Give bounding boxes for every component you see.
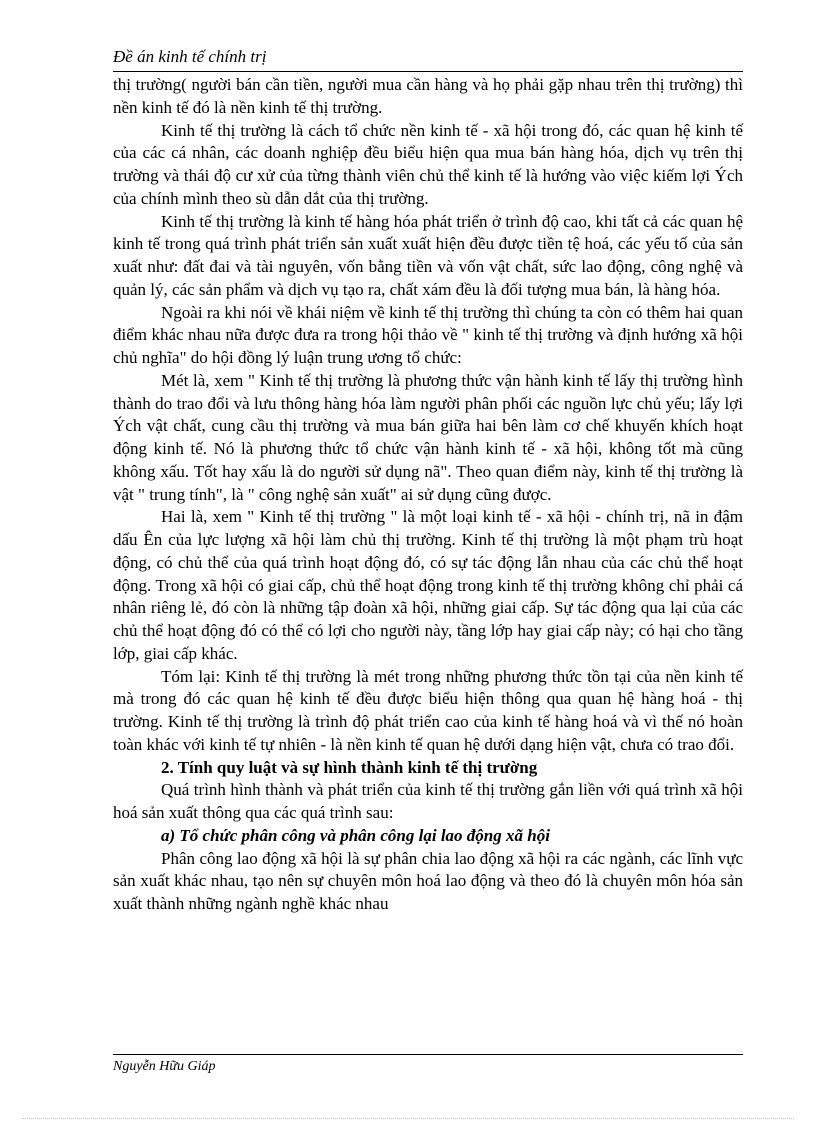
paragraph: Hai là, xem " Kinh tế thị trường " là một loại kinh tế - xã hội - chính trị, nã in đậm dấu Ên của lực lượng xã hội làm chủ thị trường. Kinh tế thị trường là một phạm trù hoạt động, có chủ thể của quá trình hoạt động đó, có sự tác động lẫn nhau của các chủ thể hoạt động. Trong xã hội có giai cấp, chủ thể hoạt động trong kinh tế thị trường không chỉ phải cá nhân riêng lẻ, đó còn là những tập đoàn xã hội, những giai cấp. Sự tác động qua lại của các chủ thể hoạt động đó có thể có lợi cho người này, tầng lớp hay giai cấp này; có hại cho tầng lớp, giai cấp khác. xyxy=(113,507,743,663)
paragraph: Quá trình hình thành và phát triển của kinh tế thị trường gắn liền với quá trình xã hội hoá sản xuất thông qua các quá trình sau: xyxy=(113,780,743,822)
page-header xyxy=(113,46,743,68)
paragraph: Mét là, xem " Kinh tế thị trường là phương thức vận hành kinh tế lấy thị trường hình thành do trao đổi và lưu thông hàng hóa làm người phân phối các nguồn lực chủ yếu; lấy lợi Ých vật chất, cung cầu thị trường và mua bán giữa hai bên làm cơ chế khuyến khích hoạt động kinh tế. Nó là phương thức tổ chức vận hành kinh tế - xã hội, không tốt mà cũng không xấu. Tốt hay xấu là do người sử dụng nã". Theo quan điểm này, kinh tế thị trường là vật " trung tính", là " công nghệ sản xuất" ai sử dụng cũng được. xyxy=(113,370,743,504)
paragraph: thị trường( người bán cần tiền, người mua cần hàng và họ phải gặp nhau trên thị trường) thì nền kinh tế đó là nền kinh tế thị trường. xyxy=(113,75,743,117)
document-body xyxy=(113,74,743,916)
paragraph: Kinh tế thị trường là kinh tế hàng hóa phát triển ở trình độ cao, khi tất cả các quan hệ kinh tế trong quá trình phát triển sản xuất xuất hiện đều được tiền tệ hoá, các yếu tố của sản xuất như: đất đai và tài nguyên, vốn bằng tiền và vốn vật chất, sức lao động, công nghệ và quản lý, các sản phẩm và dịch vụ tạo ra, chất xám đều là đối tượng mua bán, là hàng hóa. xyxy=(113,211,743,299)
page-bottom-edge xyxy=(22,1118,794,1119)
subsection-heading: a) Tổ chức phân công và phân công lại lao động xã hội xyxy=(161,825,550,845)
paragraph: Phân công lao động xã hội là sự phân chia lao động xã hội ra các ngành, các lĩnh vực sản xuất khác nhau, tạo nên sự chuyên môn hoá lao động và theo đó là chuyên môn hóa sản xuất thành những ngành nghề khác nhau xyxy=(113,848,743,913)
paragraph: Tóm lại: Kinh tế thị trường là mét trong những phương thức tồn tại của nền kinh tế mà trong đó các quan hệ kinh tế đều được biểu hiện thông qua quan hệ hàng hoá - thị trường. Kinh tế thị trường là trình độ phát triển cao của kinh tế hàng hoá và vì thế nó hoàn toàn khác với kinh tế tự nhiên - là nền kinh tế quan hệ dưới dạng hiện vật, chưa có trao đổi. xyxy=(113,666,743,754)
document-title: Đề án kinh tế chính trị xyxy=(113,47,267,66)
paragraph: Ngoài ra khi nói về khái niệm về kinh tế thị trường thì chúng ta còn có thêm hai quan điểm khác nhau nữa được đưa ra trong hội thảo về " kinh tế thị trường và định hướng xã hội chủ nghĩa" do hội đồng lý luận trung ương tổ chức: xyxy=(113,302,743,367)
footer-divider xyxy=(113,1054,743,1055)
author-name: Nguyễn Hữu Giáp xyxy=(113,1059,216,1074)
page-footer xyxy=(113,1058,216,1076)
section-heading: 2. Tính quy luật và sự hình thành kinh tế thị trường xyxy=(161,757,538,777)
paragraph: Kinh tế thị trường là cách tổ chức nền kinh tế - xã hội trong đó, các quan hệ kinh tế của các cá nhân, các doanh nghiệp đều biểu hiện qua mua bán hàng hóa, dịch vụ trên thị trường và thái độ cư xử của từng thành viên chủ thể kinh tế là hướng vào việc kiếm lợi Ých của chính mình theo sù dẫn dắt của thị trường. xyxy=(113,120,743,208)
header-divider xyxy=(113,71,743,72)
